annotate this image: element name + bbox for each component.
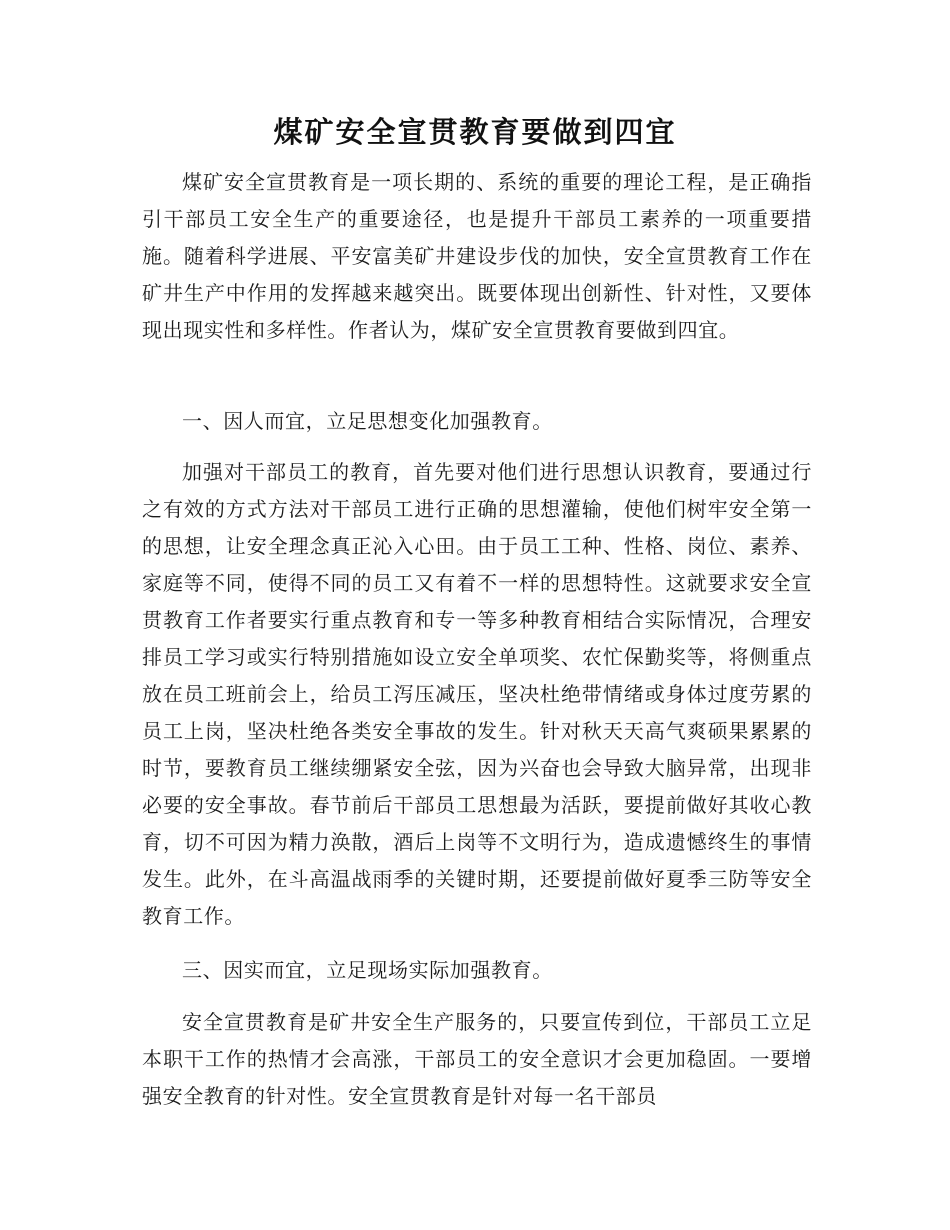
document-title: 煤矿安全宣贯教育要做到四宜 <box>273 115 677 149</box>
section-heading-3: 三、因实而宜，立足现场实际加强教育。 <box>182 958 553 982</box>
paragraph-section-1: 加强对干部员工的教育，首先要对他们进行思想认识教育，要通过行之有效的方式方法对干部员工进行正确的思想灌输，使他们树牢安全第一的思想，让安全理念真正沁入心田。由于员工工种、性格、岗位、素养、家庭等不同，使得不同的员工又有着不一样的思想特性。这就要求安全宣贯教育工作者要实行重点教育和专一等多种教育相结合实际情况，合理安排员工学习或实行特别措施如设立安全单项奖、农忙保勤奖等，将侧重点放在员工班前会上，给员工泻压减压，坚决杜绝带情绪或身体过度劳累的员工上岗，坚决杜绝各类安全事故的发生。针对秋天天高气爽硕果累累的时节，要教育员工继续绷紧安全弦，因为兴奋也会导致大脑异常，出现非必要的安全事故。春节前后干部员工思想最为活跃，要提前做好其收心教育，切不可因为精力涣散，酒后上岗等不文明行为，造成遗憾终生的事情发生。此外，在斗高温战雨季的关键时期，还要提前做好夏季三防等安全教育工作。 <box>142 460 812 928</box>
paragraph-section-3: 安全宣贯教育是矿井安全生产服务的，只要宣传到位，干部员工立足本职干工作的热情才会高涨，干部员工的安全意识才会更加稳固。一要增强安全教育的针对性。安全宣贯教育是针对每一名干部员 <box>142 1010 812 1108</box>
paragraph-intro: 煤矿安全宣贯教育是一项长期的、系统的重要的理论工程，是正确指引干部员工安全生产的重要途径，也是提升干部员工素养的一项重要措施。随着科学进展、平安富美矿井建设步伐的加快，安全宣贯教育工作在矿井生产中作用的发挥越来越突出。既要体现出创新性、针对性，又要体现出现实性和多样性。作者认为，煤矿安全宣贯教育要做到四宜。 <box>142 170 812 342</box>
section-heading-1: 一、因人而宜，立足思想变化加强教育。 <box>182 409 553 433</box>
